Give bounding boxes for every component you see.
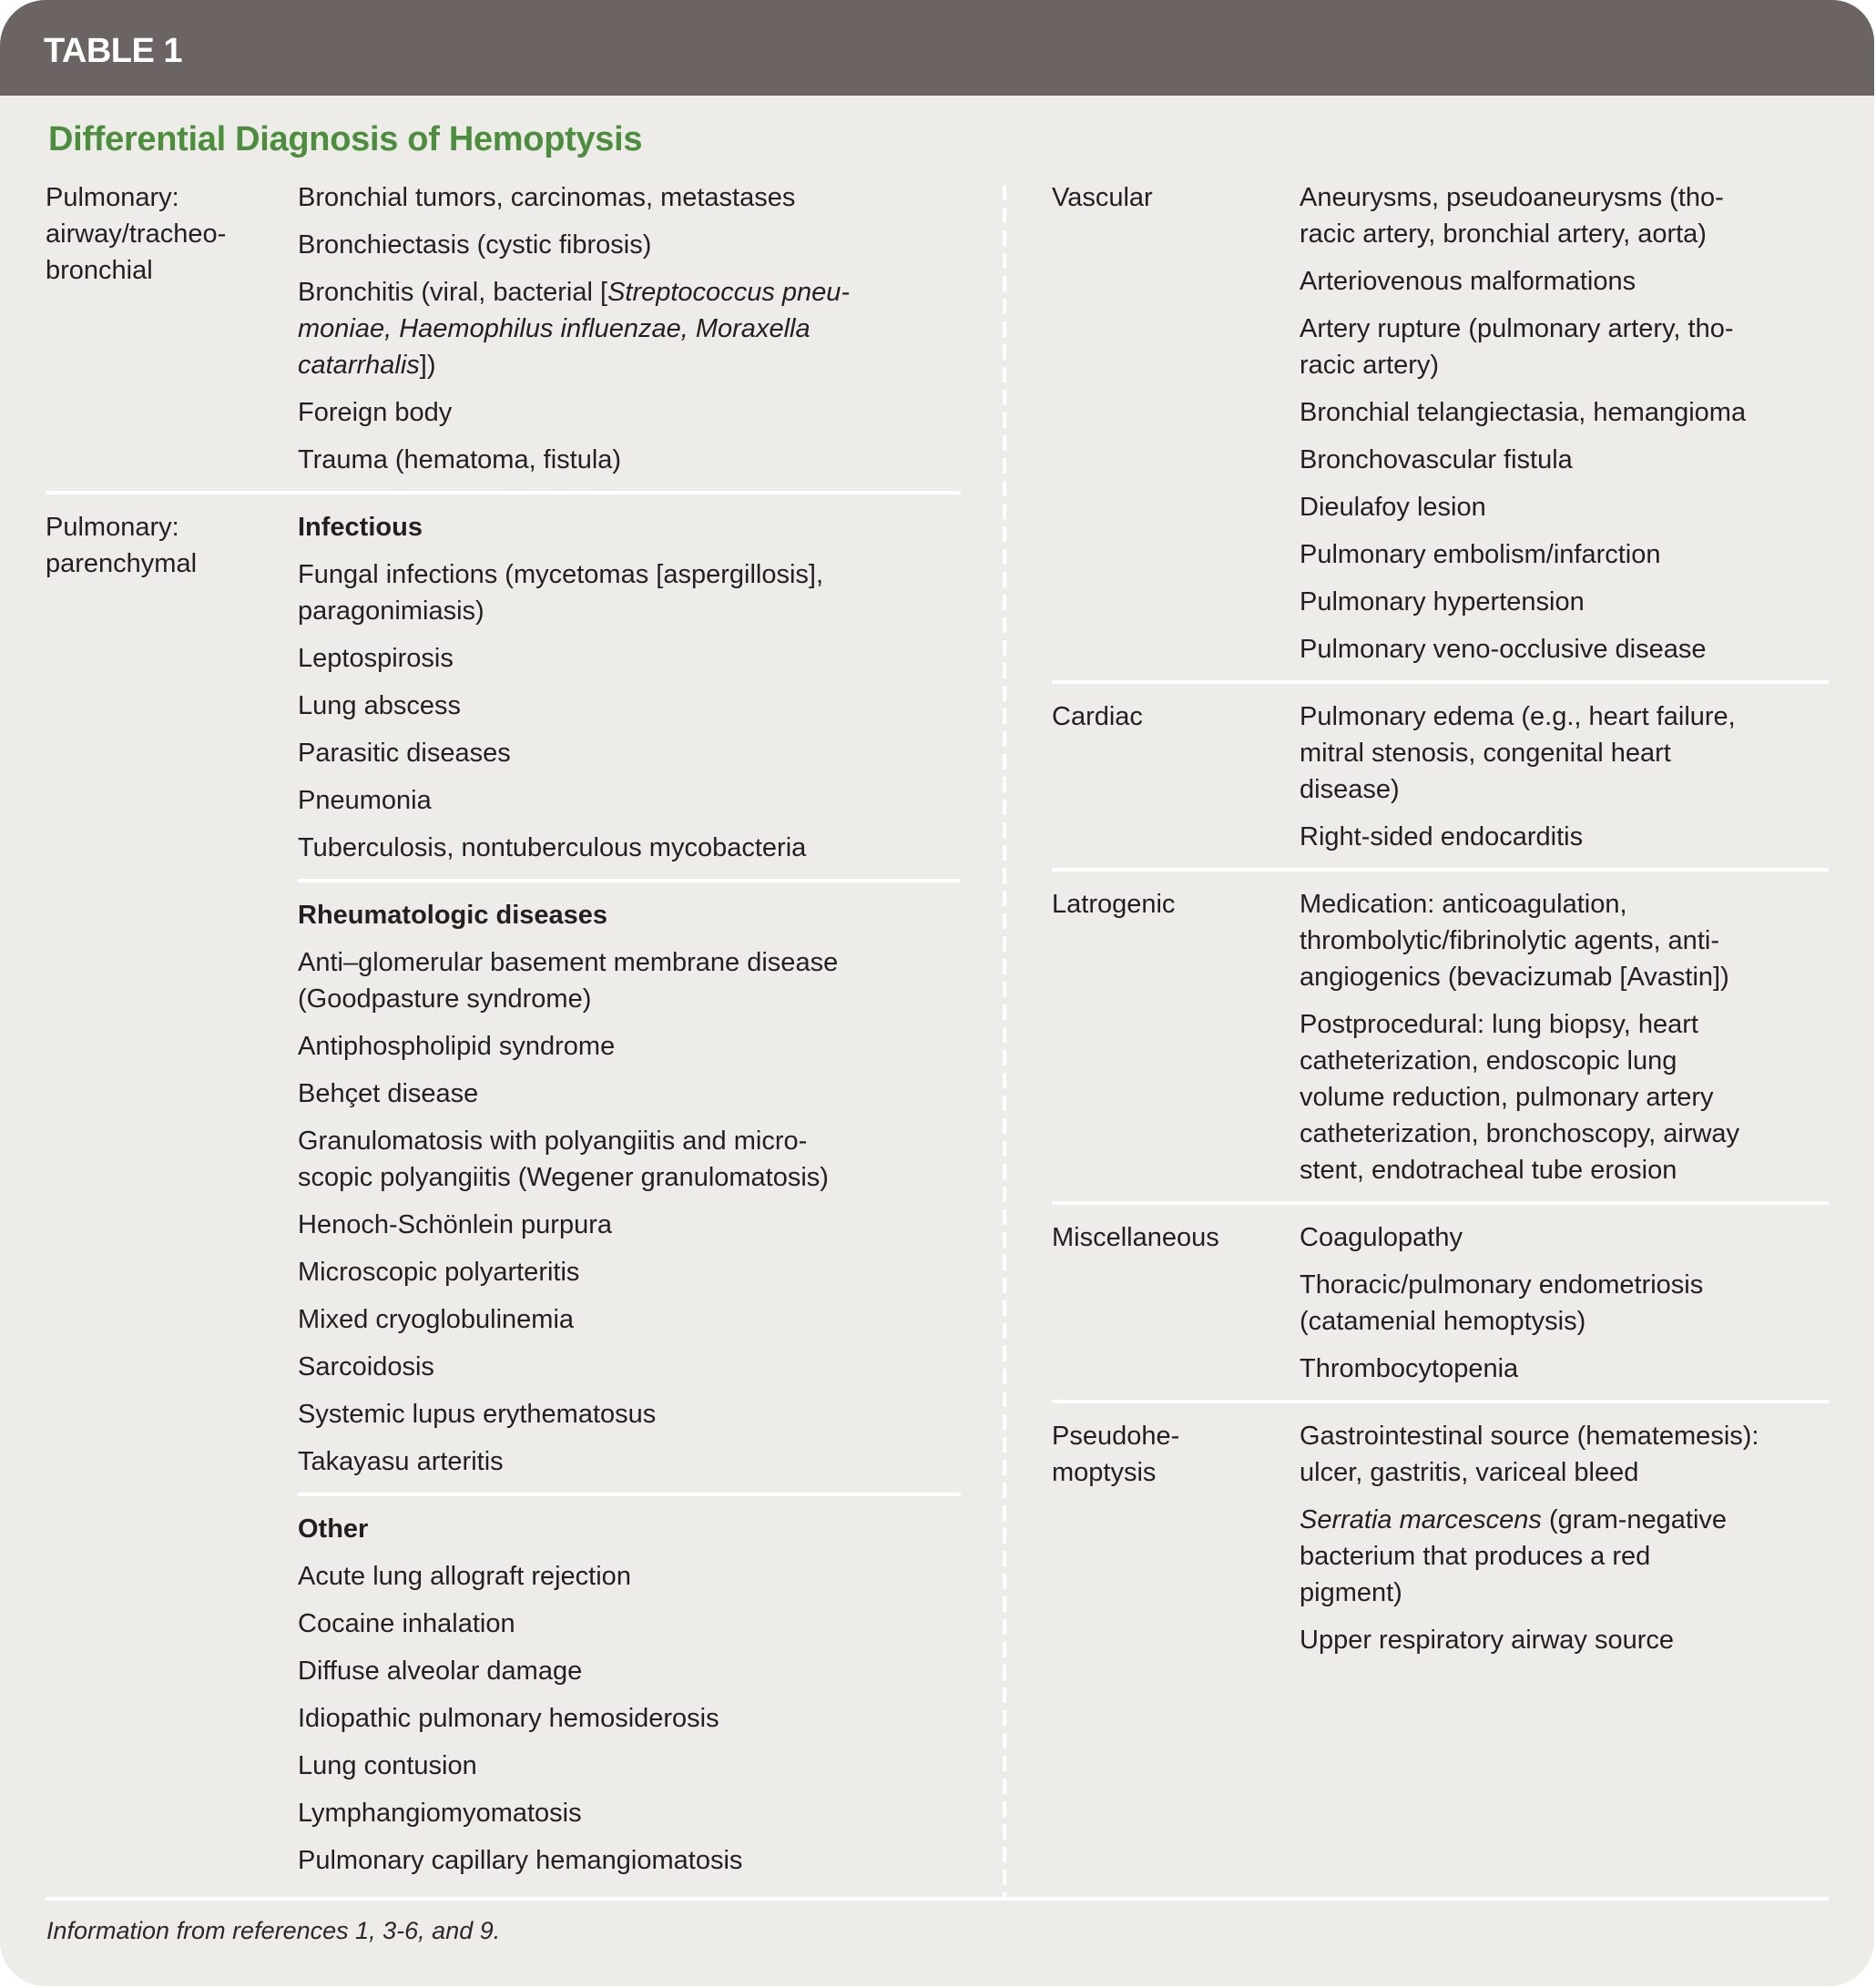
cause-item-line: Thrombocytopenia — [1300, 1354, 1519, 1383]
cause-groups — [1300, 165, 1829, 680]
cause-item — [298, 1558, 961, 1595]
cause-item-line: Bronchiectasis (cystic fibrosis) — [298, 230, 652, 260]
cause-item-line: mitral stenosis, congenital heart — [1300, 739, 1671, 768]
cause-item-line: Aneurysms, pseudoaneurysms (tho- — [1300, 183, 1724, 212]
cause-item-line: Takayasu arteritis — [298, 1447, 504, 1476]
cause-item-line: Bronchial tumors, carcinomas, metastases — [298, 183, 796, 212]
cause-item-line: Idiopathic pulmonary hemosiderosis — [298, 1704, 719, 1733]
cause-item-line: Bronchovascular fistula — [1300, 445, 1573, 474]
category-label-line: Miscellaneous — [1052, 1223, 1219, 1252]
cause-item-line: stent, endotracheal tube erosion — [1300, 1156, 1677, 1185]
cause-item-line: Leptospirosis — [298, 644, 454, 673]
cause-group — [1300, 165, 1829, 680]
cause-item-line: Pulmonary edema (e.g., heart failure, — [1300, 702, 1736, 731]
category-label-line: Pulmonary: — [46, 183, 179, 212]
category-section — [1052, 1403, 1829, 1671]
group-heading — [298, 897, 961, 933]
cause-item — [1300, 1351, 1829, 1387]
cause-item — [298, 227, 961, 263]
cause-item-line: Diffuse alveolar damage — [298, 1657, 583, 1686]
italic-text-segment: Streptococcus pneu- — [607, 278, 851, 307]
cause-item-line: bacterium that produces a red — [1300, 1542, 1651, 1571]
cause-item — [298, 944, 961, 1017]
cause-item — [298, 274, 961, 383]
cause-item — [1300, 886, 1829, 995]
cause-item — [298, 1653, 961, 1689]
table-number-label: TABLE 1 — [44, 32, 183, 70]
cause-item — [1300, 1622, 1829, 1658]
category-label — [1052, 684, 1300, 735]
cause-item-line: paragonimiasis) — [298, 596, 484, 626]
cause-item-line: angiogenics (bevacizumab [Avastin]) — [1300, 963, 1729, 992]
cause-item-line: Pulmonary embolism/infarction — [1300, 540, 1661, 569]
cause-item-line: racic artery) — [1300, 351, 1440, 380]
category-section — [46, 494, 961, 1891]
cause-groups — [1300, 872, 1829, 1201]
table-header-bar — [0, 0, 1874, 96]
cause-group — [298, 494, 961, 882]
cause-group — [1300, 1403, 1829, 1671]
italic-text-segment: moniae, Haemophilus influenzae, Moraxella — [298, 314, 811, 343]
cause-item-line: Tuberculosis, nontuberculous mycobacteria — [298, 833, 807, 862]
cause-group — [298, 1496, 961, 1891]
cause-item — [1300, 1502, 1829, 1611]
cause-item — [1300, 536, 1829, 573]
cause-item-line: Behçet disease — [298, 1079, 479, 1108]
cause-item — [1300, 1267, 1829, 1340]
category-label-line: airway/tracheo- — [46, 219, 227, 249]
cause-item-line: Antiphospholipid syndrome — [298, 1032, 616, 1061]
cause-item-line: scopic polyangiitis (Wegener granulomatosis) — [298, 1163, 829, 1192]
cause-item-line: volume reduction, pulmonary artery — [1300, 1083, 1714, 1112]
text-segment: ]) — [419, 351, 436, 380]
cause-item — [298, 394, 961, 431]
cause-item-line: pigment) — [1300, 1578, 1402, 1607]
category-label — [1052, 1205, 1300, 1256]
cause-item-line: Trauma (hematoma, fistula) — [298, 445, 622, 474]
cause-groups — [298, 165, 961, 491]
category-section — [1052, 1205, 1829, 1403]
cause-item — [298, 1207, 961, 1243]
cause-item-line: catheterization, endoscopic lung — [1300, 1046, 1677, 1076]
group-heading — [298, 1511, 961, 1547]
cause-item-line — [298, 311, 961, 347]
cause-group — [1300, 872, 1829, 1201]
cause-item-line: Foreign body — [298, 398, 453, 427]
cause-item — [1300, 179, 1829, 252]
category-label-line: Pseudohe- — [1052, 1422, 1180, 1451]
cause-item — [298, 1028, 961, 1065]
cause-item-line: Pneumonia — [298, 786, 432, 815]
cause-item-line: Coagulopathy — [1300, 1223, 1463, 1252]
category-section — [1052, 165, 1829, 684]
cause-item-line: Granulomatosis with polyangiitis and micro- — [298, 1127, 808, 1156]
cause-item — [298, 1748, 961, 1784]
column-divider-dashed — [1003, 185, 1006, 1897]
cause-item — [298, 1123, 961, 1196]
footer-rule — [46, 1897, 1829, 1901]
category-section — [1052, 872, 1829, 1205]
group-heading-text: Infectious — [298, 513, 423, 542]
category-label — [1052, 1403, 1300, 1491]
cause-item — [298, 1254, 961, 1290]
cause-group — [1300, 684, 1829, 868]
cause-item — [1300, 311, 1829, 383]
cause-group — [298, 882, 961, 1496]
cause-item-line: racic artery, bronchial artery, aorta) — [1300, 219, 1707, 249]
cause-item-line: Microscopic polyarteritis — [298, 1258, 580, 1287]
category-label-line: Vascular — [1052, 183, 1153, 212]
cause-item-line: Cocaine inhalation — [298, 1609, 515, 1638]
cause-item — [1300, 263, 1829, 300]
cause-item-line: Fungal infections (mycetomas [aspergillosis], — [298, 560, 824, 589]
cause-item — [298, 556, 961, 629]
cause-item — [1300, 819, 1829, 855]
cause-item-line: Bronchial telangiectasia, hemangioma — [1300, 398, 1747, 427]
category-section — [1052, 684, 1829, 872]
cause-item-line: Anti–glomerular basement membrane disease — [298, 948, 839, 977]
cause-item — [298, 688, 961, 724]
cause-item-line: Lung abscess — [298, 691, 461, 720]
cause-item — [298, 1795, 961, 1831]
category-label — [46, 165, 298, 289]
cause-item-line: Dieulafoy lesion — [1300, 493, 1486, 522]
cause-item — [1300, 489, 1829, 525]
cause-item — [298, 830, 961, 866]
table-title: Differential Diagnosis of Hemoptysis — [48, 120, 643, 158]
group-heading-text: Other — [298, 1514, 369, 1544]
cause-item — [1300, 394, 1829, 431]
cause-item — [1300, 698, 1829, 808]
cause-item — [298, 1700, 961, 1737]
category-section — [46, 165, 961, 494]
right-column — [1052, 165, 1829, 1671]
cause-item-line: Pulmonary hypertension — [1300, 587, 1585, 617]
cause-item-line: Arteriovenous malformations — [1300, 267, 1636, 296]
cause-groups — [1300, 1205, 1829, 1400]
cause-item-line: catheterization, bronchoscopy, airway — [1300, 1119, 1740, 1148]
cause-item — [298, 1349, 961, 1385]
cause-item — [298, 1396, 961, 1432]
cause-item-line — [298, 274, 961, 311]
cause-item-line: Pulmonary capillary hemangiomatosis — [298, 1846, 743, 1875]
cause-item — [298, 1076, 961, 1112]
cause-item — [1300, 442, 1829, 478]
cause-item — [298, 735, 961, 771]
cause-item — [298, 1301, 961, 1338]
cause-item — [1300, 584, 1829, 620]
text-segment: Bronchitis (viral, bacterial [ — [298, 278, 608, 307]
cause-item-line: Medication: anticoagulation, — [1300, 890, 1627, 919]
cause-item — [1300, 1219, 1829, 1256]
cause-item-line: Right-sided endocarditis — [1300, 822, 1584, 851]
cause-item — [298, 1606, 961, 1642]
category-label-line: moptysis — [1052, 1458, 1157, 1487]
cause-item-line: (catamenial hemoptysis) — [1300, 1307, 1586, 1336]
cause-item-line: (Goodpasture syndrome) — [298, 984, 592, 1014]
cause-item — [1300, 631, 1829, 668]
cause-item-line — [298, 347, 961, 383]
cause-item-line: Parasitic diseases — [298, 739, 511, 768]
category-label-line: parenchymal — [46, 549, 198, 578]
category-label-line: Latrogenic — [1052, 890, 1176, 919]
cause-item-line: Postprocedural: lung biopsy, heart — [1300, 1010, 1698, 1039]
cause-item-line: Lymphangiomyomatosis — [298, 1799, 582, 1828]
cause-item-line: ulcer, gastritis, variceal bleed — [1300, 1458, 1639, 1487]
category-label-line: bronchial — [46, 256, 153, 285]
cause-item-line: Systemic lupus erythematosus — [298, 1400, 657, 1429]
left-column — [46, 165, 961, 1891]
cause-item — [298, 640, 961, 677]
category-label-line: Pulmonary: — [46, 513, 179, 542]
cause-item-line — [1300, 1502, 1829, 1538]
cause-item-line: Pulmonary veno-occlusive disease — [1300, 635, 1707, 664]
cause-item — [298, 1443, 961, 1480]
cause-item-line: Mixed cryoglobulinemia — [298, 1305, 575, 1334]
cause-groups — [298, 494, 961, 1891]
cause-item-line: Artery rupture (pulmonary artery, tho- — [1300, 314, 1734, 343]
group-heading-text: Rheumatologic diseases — [298, 901, 608, 930]
source-footnote: Information from references 1, 3-6, and 9. — [46, 1917, 501, 1944]
italic-text-segment: catarrhalis — [298, 351, 420, 380]
cause-item-line: Upper respiratory airway source — [1300, 1626, 1674, 1655]
cause-group — [298, 165, 961, 491]
cause-item-line: Lung contusion — [298, 1751, 477, 1780]
cause-groups — [1300, 1403, 1829, 1671]
cause-item — [298, 442, 961, 478]
cause-item-line: disease) — [1300, 775, 1400, 804]
cause-item-line: Acute lung allograft rejection — [298, 1562, 631, 1591]
category-label — [1052, 872, 1300, 923]
cause-item — [298, 179, 961, 216]
cause-group — [1300, 1205, 1829, 1400]
cause-item-line: Gastrointestinal source (hematemesis): — [1300, 1422, 1759, 1451]
text-segment: (gram-negative — [1541, 1505, 1728, 1534]
cause-item-line: Henoch-Schönlein purpura — [298, 1210, 612, 1239]
category-label — [1052, 165, 1300, 216]
cause-groups — [1300, 684, 1829, 868]
cause-item — [298, 782, 961, 819]
category-label-line: Cardiac — [1052, 702, 1143, 731]
cause-item — [1300, 1006, 1829, 1188]
cause-item — [1300, 1418, 1829, 1491]
cause-item-line: Sarcoidosis — [298, 1352, 434, 1381]
cause-item — [298, 1842, 961, 1879]
italic-text-segment: Serratia marcescens — [1300, 1505, 1542, 1534]
cause-item-line: Thoracic/pulmonary endometriosis — [1300, 1270, 1704, 1300]
group-heading — [298, 509, 961, 545]
category-label — [46, 494, 298, 582]
cause-item-line: thrombolytic/fibrinolytic agents, anti- — [1300, 926, 1719, 955]
